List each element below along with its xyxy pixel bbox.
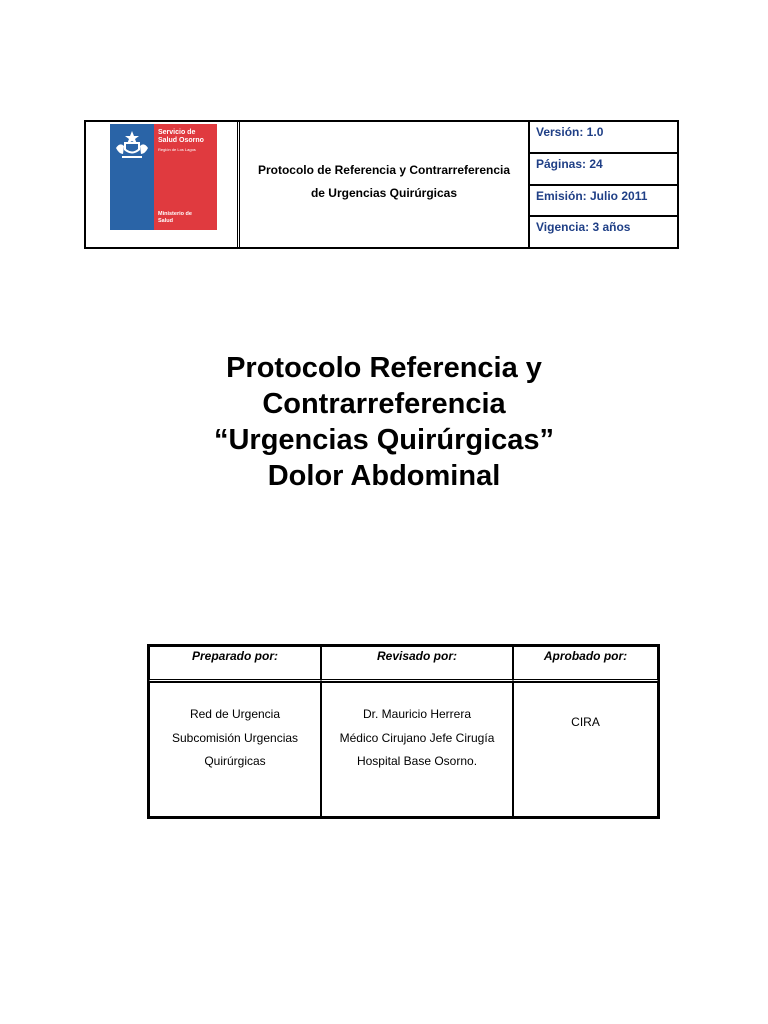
- document-meta: [530, 122, 677, 247]
- title-line4: Dolor Abdominal: [267, 460, 501, 492]
- title-line1: Protocolo Referencia y: [226, 352, 542, 384]
- document-header: [84, 120, 679, 249]
- version-label: Versión: 1.0: [530, 122, 677, 154]
- logo-ministry: Ministerio de Salud: [158, 211, 192, 224]
- ministry-logo: [110, 124, 217, 230]
- reviewed-by-cell: Dr. Mauricio Herrera Médico Cirujano Jefe Cirugía Hospital Base Osorno.: [321, 682, 513, 817]
- title-line2: Contrarreferencia: [262, 388, 506, 420]
- prepared-by-header: Preparado por:: [149, 646, 321, 682]
- approved-by-header: Aprobado por:: [513, 646, 658, 682]
- pages-label: Páginas: 24: [530, 154, 677, 186]
- validity-label: Vigencia: 3 años: [536, 220, 631, 235]
- approved-by-cell: CIRA: [513, 682, 658, 817]
- header-title-line2: de Urgencias Quirúrgicas: [310, 185, 458, 200]
- title-line3: “Urgencias Quirúrgicas”: [213, 424, 555, 456]
- logo-cell: [86, 122, 240, 247]
- logo-region: Región de Los Lagos: [158, 147, 196, 152]
- prepared-by-cell: Red de Urgencia Subcomisión Urgencias Quirúrgicas: [149, 682, 321, 817]
- coat-of-arms-icon: [114, 130, 150, 160]
- header-title: [240, 122, 530, 247]
- header-title-line1: Protocolo de Referencia y Contrarreferencia: [257, 162, 511, 177]
- table-header-row: [149, 646, 658, 682]
- table-row: [149, 682, 658, 817]
- reviewed-by-header: Revisado por:: [321, 646, 513, 682]
- logo-org-name: Servicio de Salud Osorno: [158, 129, 204, 144]
- logo-blue-panel: [110, 124, 154, 230]
- approval-table: [147, 644, 660, 819]
- document-title: [0, 350, 768, 494]
- logo-red-panel: [154, 124, 217, 230]
- issued-label: Emisión: Julio 2011: [530, 186, 677, 218]
